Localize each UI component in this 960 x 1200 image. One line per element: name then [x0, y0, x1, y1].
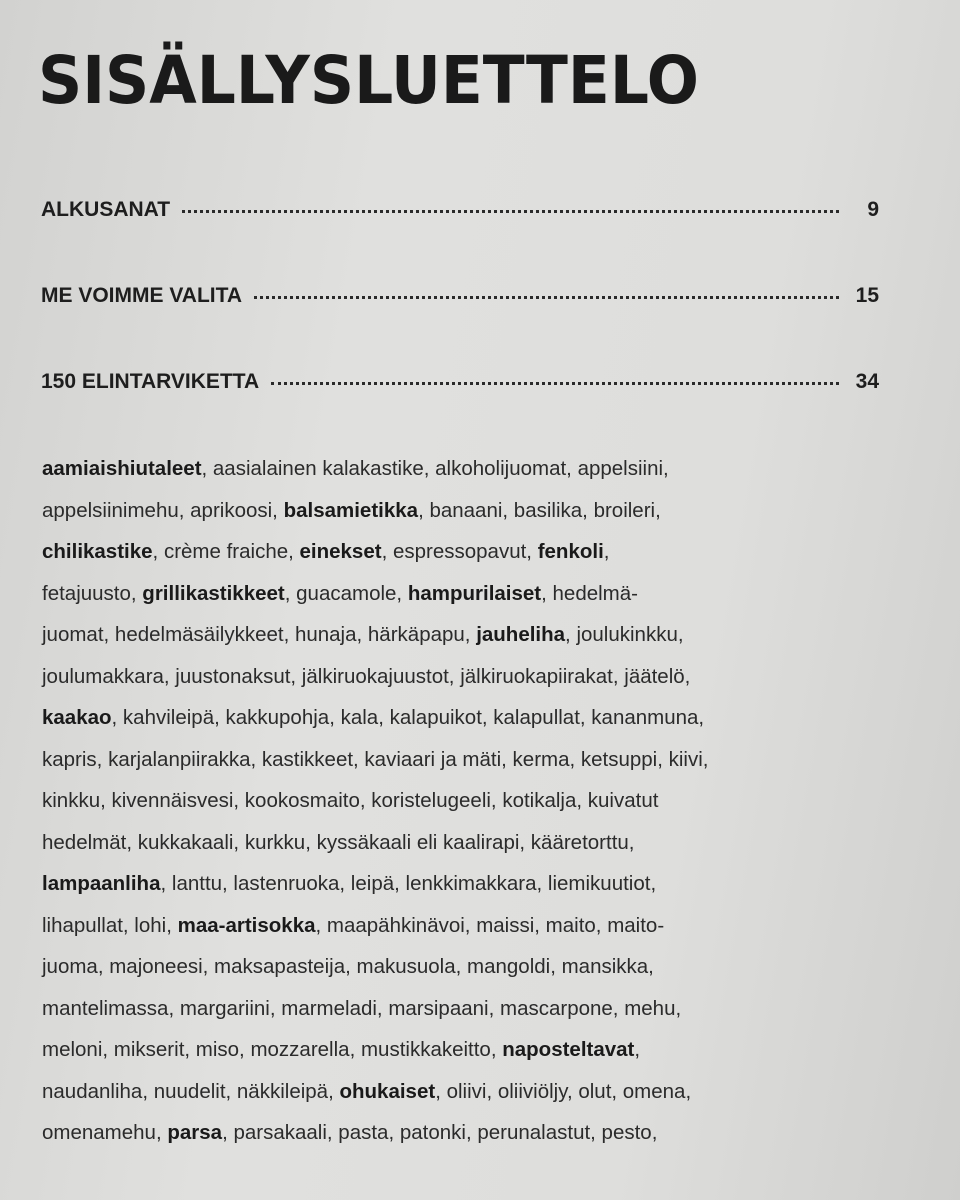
section-keyword: chilikastike [42, 540, 153, 563]
list-text: appelsiinimehu, aprikoosi, [42, 498, 284, 522]
list-text: , oliivi, oliiviöljy, olut, omena, [435, 1079, 692, 1103]
list-text: , joulukinkku, [565, 623, 684, 646]
list-line [42, 988, 882, 1030]
toc-entry-label: 150 ELINTARVIKETTA [41, 370, 260, 393]
section-keyword: maa-artisokka [177, 913, 316, 937]
list-line [42, 656, 882, 698]
dot-leader [182, 210, 839, 213]
list-line [42, 1112, 882, 1154]
list-text: omenamehu, [42, 1121, 168, 1144]
toc-entry-page: 9 [867, 198, 879, 221]
list-text: , crème fraiche, [152, 540, 300, 563]
dot-leader [271, 382, 839, 385]
section-keyword: lampaanliha [42, 872, 161, 895]
list-text: naudanliha, nuudelit, näkkileipä, [42, 1079, 340, 1103]
toc-entry [41, 370, 879, 456]
list-text: hedelmät, kukkakaali, kurkku, kyssäkaali eli kaalirapi, kääretorttu, [42, 830, 635, 854]
list-text: juomat, hedelmäsäilykkeet, hunaja, härkäpapu, [42, 623, 477, 646]
list-text: mantelimassa, margariini, marmeladi, marsipaani, mascarpone, mehu, [42, 996, 682, 1020]
dot-leader [254, 296, 839, 299]
section-keyword: fenkoli [537, 540, 604, 563]
list-text: , kahvileipä, kakkupohja, kala, kalapuikot, kalapullat, kananmuna, [111, 706, 705, 729]
section-keyword: einekset [299, 540, 382, 563]
toc-entry-page: 15 [855, 284, 879, 307]
list-text: , espressopavut, [381, 540, 538, 563]
section-keyword: aamiaishiutaleet [42, 457, 202, 480]
list-text: , hedelmä- [541, 581, 638, 605]
list-text: , [634, 1038, 641, 1061]
section-keyword: kaakao [42, 706, 112, 729]
list-line [42, 863, 882, 905]
list-text: , [603, 540, 610, 563]
toc-entry-label: ALKUSANAT [41, 198, 171, 221]
list-text: juoma, majoneesi, maksapasteija, makusuola, mangoldi, mansikka, [42, 955, 654, 978]
list-text: , maapähkinävoi, maissi, maito, maito- [315, 913, 665, 937]
list-line [42, 780, 882, 822]
list-text: kinkku, kivennäisvesi, kookosmaito, koristelugeeli, kotikalja, kuivatut [42, 789, 659, 812]
section-keyword: hampurilaiset [407, 581, 542, 605]
section-keyword: naposteltavat [502, 1038, 635, 1061]
list-line [42, 1029, 882, 1071]
list-text: fetajuusto, [42, 581, 143, 605]
section-keyword: ohukaiset [339, 1079, 436, 1103]
section-keyword: grillikastikkeet [142, 581, 285, 605]
list-line [42, 614, 882, 656]
list-text: , aasialainen kalakastike, alkoholijuomat, appelsiini, [201, 457, 669, 480]
food-item-list [42, 448, 882, 1154]
list-line [42, 946, 882, 988]
list-line [42, 448, 882, 490]
list-text: , banaani, basilika, broileri, [418, 498, 661, 522]
list-line [42, 490, 882, 532]
list-text: meloni, mikserit, miso, mozzarella, mustikkakeitto, [42, 1038, 503, 1061]
list-line [42, 1071, 882, 1113]
list-line [42, 697, 882, 739]
list-line [42, 531, 882, 573]
section-keyword: balsamietikka [283, 498, 419, 522]
toc-entry [41, 198, 879, 284]
list-line [42, 739, 882, 781]
toc-entry-page: 34 [855, 370, 879, 393]
table-of-contents [41, 198, 879, 456]
list-text: , parsakaali, pasta, patonki, perunalastut, pesto, [222, 1121, 658, 1144]
list-text: kapris, karjalanpiirakka, kastikkeet, kaviaari ja mäti, kerma, ketsuppi, kiivi, [42, 747, 709, 771]
list-text: joulumakkara, juustonaksut, jälkiruokajuustot, jälkiruokapiirakat, jäätelö, [42, 664, 691, 688]
section-keyword: parsa [167, 1121, 223, 1144]
list-line [42, 905, 882, 947]
list-text: , guacamole, [284, 581, 408, 605]
section-keyword: jauheliha [476, 623, 566, 646]
toc-entry-label: ME VOIMME VALITA [41, 284, 243, 307]
page-title: SISÄLLYSLUETTELO [38, 42, 699, 119]
list-line [42, 822, 882, 864]
list-text: , lanttu, lastenruoka, leipä, lenkkimakkara, liemikuutiot, [160, 872, 657, 895]
list-text: lihapullat, lohi, [42, 913, 178, 937]
toc-entry [41, 284, 879, 370]
list-line [42, 573, 882, 615]
